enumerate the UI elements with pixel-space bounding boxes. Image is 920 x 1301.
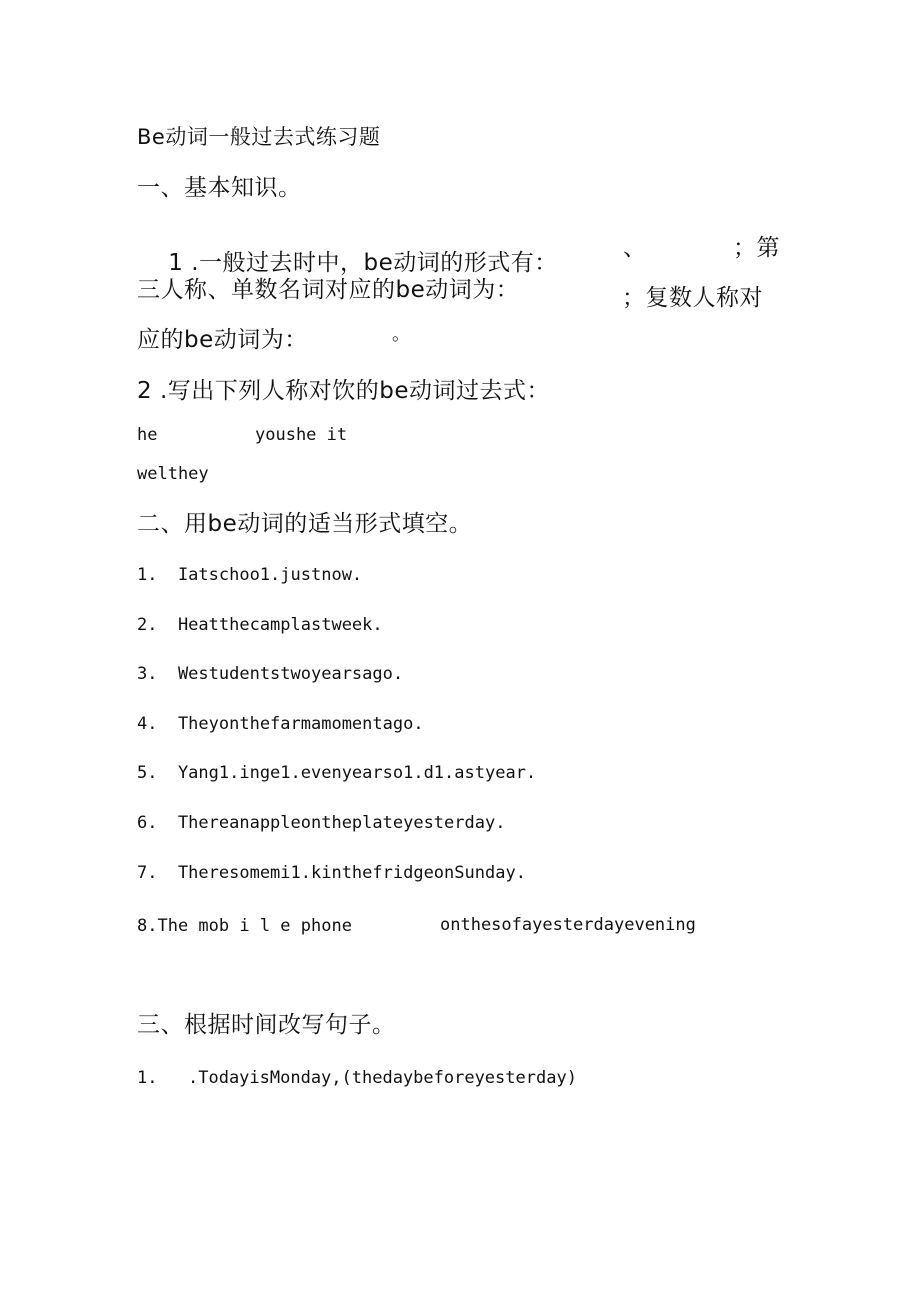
question-2-text: 2 .写出下列人称对饮的be动词过去式： [137,378,551,404]
section-3-heading: 三、根据时间改写句子。 [137,1012,396,1038]
fill-item-8-b: onthesofayesterdayevening [440,915,696,935]
question-1-line-3-tail: 。 [392,324,411,345]
fill-item-1: 1. Iatschoo1.justnow. [137,565,363,585]
pronoun-row-2: welthey [137,464,209,484]
rewrite-item-1-number: 1. [137,1068,158,1088]
fill-item-6: 6. Thereanappleontheplateyesterday. [137,813,506,833]
fill-item-7: 7. Theresomemi1.kinthefridgeonSunday. [137,863,526,883]
fill-item-4: 4. Theyonthefarmamomentago. [137,714,424,734]
fill-item-8-a: 8.The mob i l e phone [137,916,352,936]
section-1-heading: 一、基本知识。 [137,175,302,201]
fill-item-3: 3. Westudentstwoyearsago. [137,664,404,684]
fill-item-5: 5. Yang1.inge1.evenyearso1.d1.astyear. [137,763,537,783]
pronoun-row-1-b: youshe it [255,425,348,445]
question-1-line-3: 应的be动词为： [137,327,308,353]
section-2-heading: 二、用be动词的适当形式填空。 [137,511,473,537]
pronoun-row-1-a: he [137,425,158,445]
question-1-line-2: 三人称、单数名词对应的be动词为： [137,277,520,303]
question-1-text: 1 .一般过去时中，be动词的形式有： [168,250,558,276]
question-1-line-1-tail: ；第 [733,235,780,261]
worksheet-title: Be动词一般过去式练习题 [137,125,381,149]
fill-item-2: 2. Heatthecamplastweek. [137,615,383,635]
rewrite-item-1-text: .TodayisMonday,(thedaybeforeyesterday) [188,1068,577,1088]
question-1-separator: 、 [623,235,647,261]
question-1-line-2-tail: ；复数人称对 [622,285,763,311]
